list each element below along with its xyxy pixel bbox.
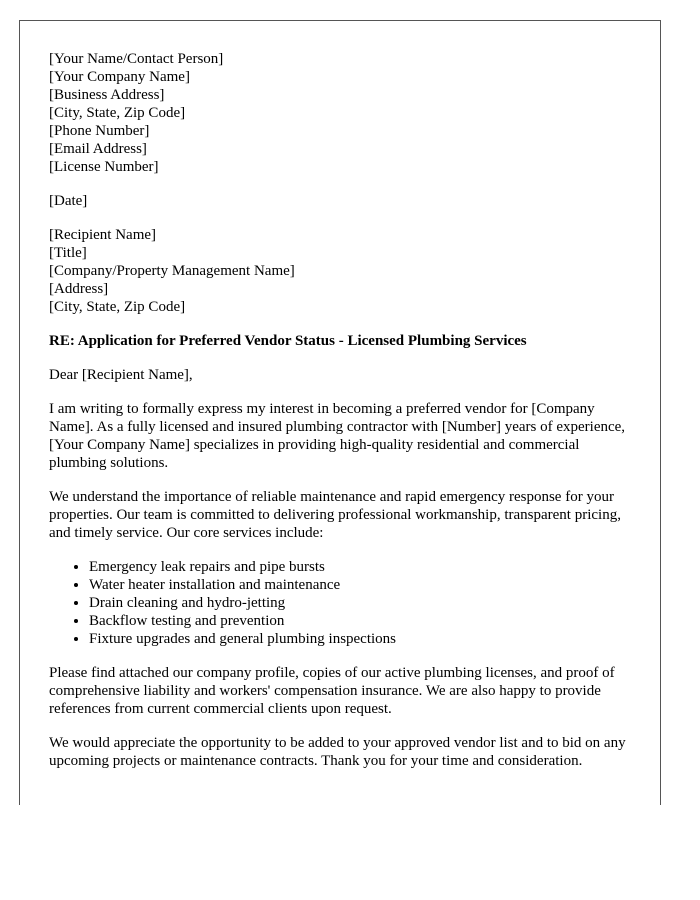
recipient-block <box>49 226 639 316</box>
list-item: • Emergency leak repairs and pipe bursts <box>89 558 639 576</box>
recipient-title: [Title] <box>49 245 87 261</box>
list-item: • Backflow testing and prevention <box>89 612 639 630</box>
sender-company: [Your Company Name] <box>49 69 190 85</box>
list-item: • Water heater installation and maintenance <box>89 576 639 594</box>
date-block <box>49 192 639 210</box>
letter-date: [Date] <box>49 193 88 209</box>
sender-address: [Business Address] <box>49 87 165 103</box>
sender-email: [Email Address] <box>49 141 147 157</box>
list-item: • Drain cleaning and hydro-jetting <box>89 594 639 612</box>
sender-license: [License Number] <box>49 159 159 175</box>
recipient-company: [Company/Property Management Name] <box>49 263 295 279</box>
recipient-city: [City, State, Zip Code] <box>49 299 186 315</box>
paragraph-closing: We would appreciate the opportunity to be added to your approved vendor list and to bid on any upcoming projects or maintenance contracts. Thank you for your time and consideration. <box>49 735 626 769</box>
services-list <box>49 558 639 648</box>
paragraph-intro: I am writing to formally express my interest in becoming a preferred vendor for [Company Name]. As a fully licensed and insured plumbing contractor with [Number] years of experience, [Your Company Name] specializes in providing high-quality residential and commercial plumbing solutions. <box>49 401 626 471</box>
sender-city: [City, State, Zip Code] <box>49 105 186 121</box>
subject-line: RE: Application for Preferred Vendor Status - Licensed Plumbing Services <box>49 333 527 349</box>
sender-phone: [Phone Number] <box>49 123 150 139</box>
recipient-name: [Recipient Name] <box>49 227 157 243</box>
paragraph-services-intro: We understand the importance of reliable maintenance and rapid emergency response for your properties. Our team is committed to delivering professional workmanship, transparent pricing, and timely service. Our core services include: <box>49 489 621 541</box>
letter-page <box>19 20 661 805</box>
sender-name: [Your Name/Contact Person] <box>49 51 224 67</box>
letter-content <box>49 50 639 786</box>
recipient-address: [Address] <box>49 281 109 297</box>
list-item: • Fixture upgrades and general plumbing inspections <box>89 630 639 648</box>
sender-block <box>49 50 639 176</box>
paragraph-attachments: Please find attached our company profile, copies of our active plumbing licenses, and proof of comprehensive liability and workers' compensation insurance. We are also happy to provide references from current commercial clients upon request. <box>49 665 615 717</box>
salutation: Dear [Recipient Name], <box>49 367 193 383</box>
